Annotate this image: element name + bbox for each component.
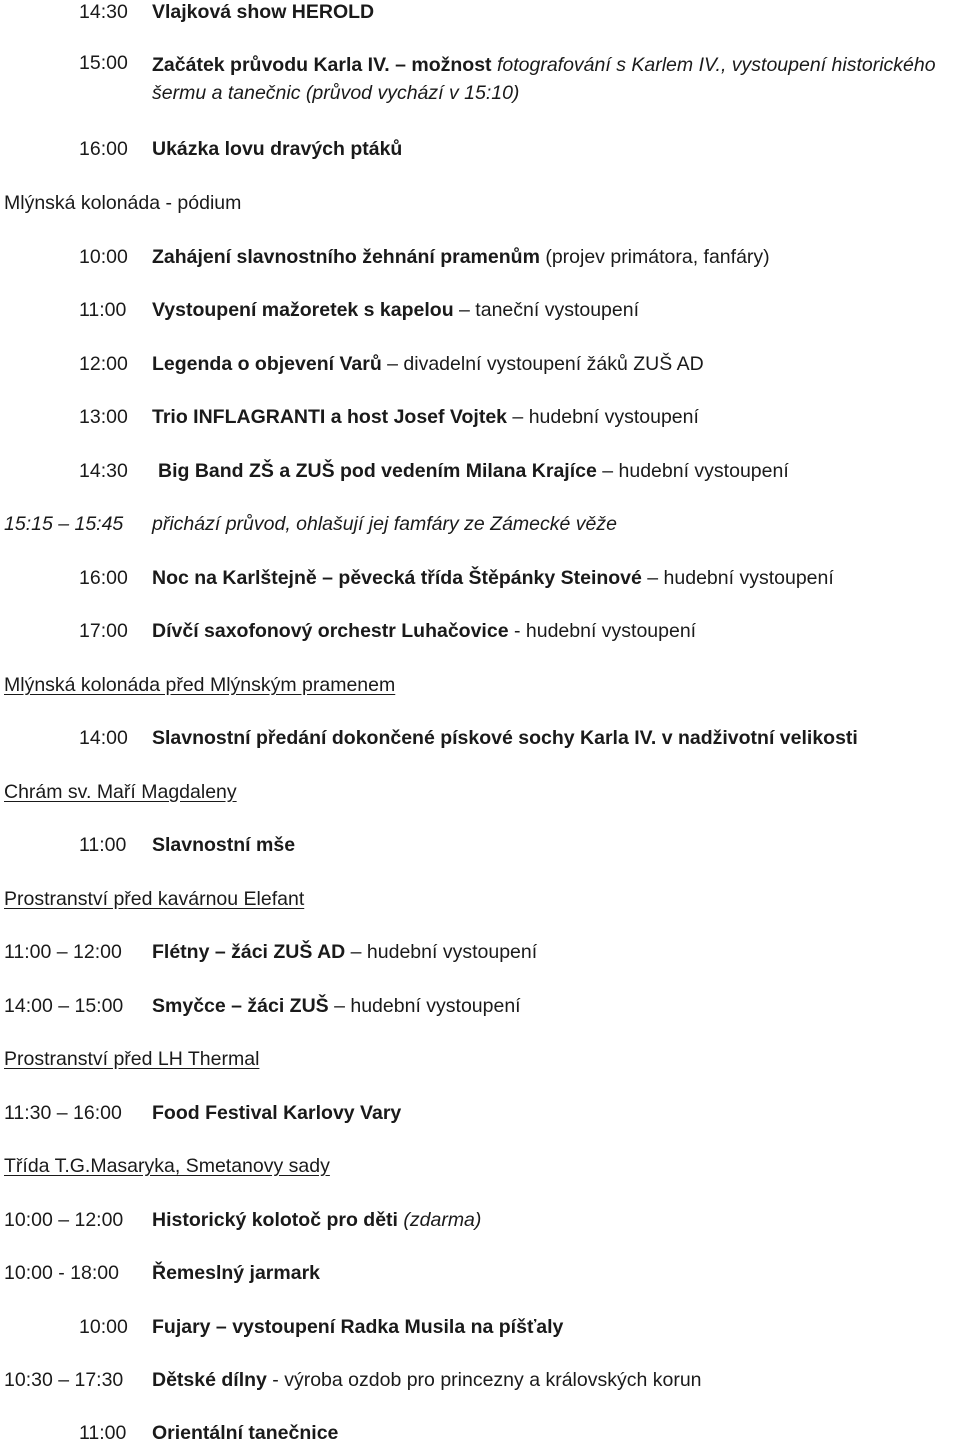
entry-title: Noc na Karlštejně – pěvecká třída Štěpánky Steinové	[152, 567, 642, 589]
entry-time: 16:00	[79, 567, 128, 589]
entry-time: 11:00	[79, 299, 127, 321]
entry-time-range: 11:30 – 16:00	[4, 1102, 122, 1124]
entry-time: 14:00	[79, 727, 128, 749]
entry-text	[152, 245, 770, 269]
entry-note: (zdarma)	[397, 1209, 482, 1231]
entry-text	[152, 566, 834, 590]
entry-detail: (projev primátora, fanfáry)	[539, 246, 770, 268]
entry-time-range: 10:00 - 18:00	[4, 1262, 119, 1284]
entry-title: Slavnostní mše	[152, 834, 296, 856]
entry-detail: – hudební vystoupení	[507, 406, 699, 428]
entry-title: Historický kolotoč pro děti	[152, 1209, 398, 1231]
entry-time: 14:30	[79, 460, 128, 482]
entry-title: Ukázka lovu dravých ptáků	[152, 138, 403, 160]
entry-detail: – hudební vystoupení	[328, 995, 521, 1017]
entry-note: fotografování s Karlem IV., vystoupení historického šermu a tanečnic (průvod vychází v 15:10)	[152, 54, 936, 104]
entry-title: Big Band ZŠ a ZUŠ pod vedením Milana Krajíce	[158, 460, 597, 482]
venue-heading: Prostranství před LH Thermal	[4, 1048, 260, 1070]
entry-title: Řemeslný jarmark	[152, 1262, 321, 1284]
entry-detail: – divadelní vystoupení žáků ZUŠ AD	[381, 353, 704, 375]
entry-title: Flétny – žáci ZUŠ AD	[152, 941, 346, 963]
entry-title: Zahájení slavnostního žehnání pramenům	[152, 246, 540, 268]
entry-time: 11:00	[79, 1422, 127, 1444]
entry-title: Dívčí saxofonový orchestr Luhačovice	[152, 620, 509, 642]
entry-time: 15:00	[79, 52, 128, 74]
entry-text	[152, 940, 537, 964]
entry-time: 10:00	[79, 246, 128, 268]
venue-heading: Chrám sv. Maří Magdaleny	[4, 781, 237, 803]
entry-note: přichází průvod, ohlašují jej famfáry ze Zámecké věže	[152, 513, 617, 535]
entry-title: Dětské dílny	[152, 1369, 267, 1391]
entry-text	[152, 1368, 702, 1392]
entry-title: Food Festival Karlovy Vary	[152, 1102, 402, 1124]
entry-detail: - výroba ozdob pro princezny a královských korun	[266, 1369, 702, 1391]
entry-text	[152, 298, 639, 322]
entry-time-range: 10:00 – 12:00	[4, 1209, 124, 1231]
entry-time-range: 14:00 – 15:00	[4, 995, 124, 1017]
entry-title: Fujary – vystoupení Radka Musila na píšťaly	[152, 1316, 564, 1338]
entry-detail: – hudební vystoupení	[596, 460, 789, 482]
entry-title: Slavnostní předání dokončené pískové sochy Karla IV. v nadživotní velikosti	[152, 727, 858, 749]
entry-title: Vystoupení mažoretek s kapelou	[152, 299, 454, 321]
entry-title: Vlajková show HEROLD	[152, 1, 375, 23]
venue-heading: Prostranství před kavárnou Elefant	[4, 888, 305, 910]
entry-title: Začátek průvodu Karla IV. – možnost	[152, 54, 492, 76]
entry-title: Smyčce – žáci ZUŠ	[152, 995, 329, 1017]
entry-time: 14:30	[79, 1, 128, 23]
entry-text	[152, 405, 699, 429]
entry-time: 10:00	[79, 1316, 128, 1338]
entry-time: 13:00	[79, 406, 128, 428]
entry-text	[158, 459, 789, 483]
entry-title: Trio INFLAGRANTI a host Josef Vojtek	[152, 406, 508, 428]
entry-detail: - hudební vystoupení	[508, 620, 697, 642]
entry-text	[152, 352, 704, 376]
entry-detail: – taneční vystoupení	[453, 299, 639, 321]
entry-text	[152, 51, 957, 107]
entry-detail: – hudební vystoupení	[641, 567, 834, 589]
entry-title: Orientální tanečnice	[152, 1422, 339, 1444]
entry-detail: – hudební vystoupení	[345, 941, 538, 963]
entry-text	[152, 994, 521, 1018]
venue-heading: Mlýnská kolonáda - pódium	[4, 192, 242, 214]
entry-time-range: 10:30 – 17:30	[4, 1369, 124, 1391]
entry-text	[152, 619, 696, 643]
entry-time-range: 15:15 – 15:45	[4, 513, 124, 535]
entry-time-range: 11:00 – 12:00	[4, 941, 122, 963]
entry-time: 11:00	[79, 834, 127, 856]
venue-heading: Mlýnská kolonáda před Mlýnským pramenem	[4, 674, 396, 696]
venue-heading: Třída T.G.Masaryka, Smetanovy sady	[4, 1155, 330, 1177]
entry-time: 12:00	[79, 353, 128, 375]
entry-text	[152, 1208, 481, 1232]
entry-title: Legenda o objevení Varů	[152, 353, 382, 375]
entry-time: 16:00	[79, 138, 128, 160]
entry-time: 17:00	[79, 620, 128, 642]
